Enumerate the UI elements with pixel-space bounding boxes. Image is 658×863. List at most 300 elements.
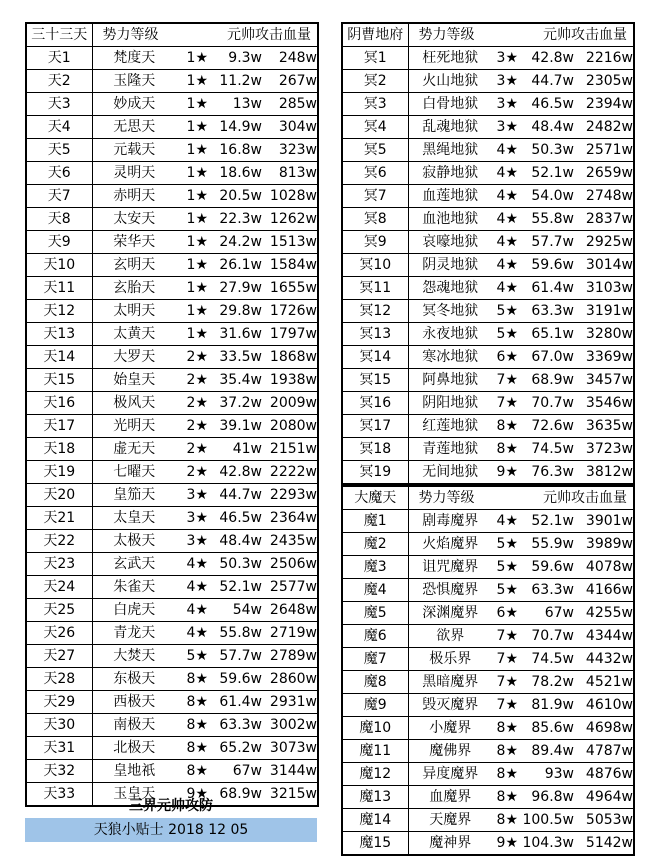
row-level: 8★ [492, 438, 518, 461]
row-name: 始皇天 [92, 369, 176, 392]
row-level: 1★ [176, 93, 208, 116]
row-hp: 1797w [262, 323, 318, 346]
row-attack: 55.8w [518, 208, 574, 231]
row-id: 天25 [26, 599, 92, 622]
row-attack: 59.6w [208, 668, 262, 691]
caption-subtitle: 天狼小贴士 2018 12 05 [25, 818, 317, 842]
row-attack: 63.3w [518, 579, 574, 602]
row-level: 1★ [176, 47, 208, 70]
row-level: 7★ [492, 625, 518, 648]
row-id: 天32 [26, 760, 92, 783]
table-row [26, 415, 318, 438]
row-level: 7★ [492, 648, 518, 671]
row-level: 1★ [176, 300, 208, 323]
row-name: 南极天 [92, 714, 176, 737]
table-header [342, 23, 634, 47]
row-id: 冥17 [342, 415, 408, 438]
table-row [26, 162, 318, 185]
table-row [342, 47, 634, 70]
row-hp: 3215w [269, 786, 317, 802]
row-level: 9★ [496, 835, 518, 851]
row-id: 魔2 [342, 533, 408, 556]
row-level: 2★ [176, 438, 208, 461]
table-row [26, 300, 318, 323]
row-attack: 35.4w [208, 369, 262, 392]
row-hp: 1655w [262, 277, 318, 300]
table-row [342, 461, 634, 485]
row-hp: 3073w [262, 737, 318, 760]
row-name: 玄明天 [92, 254, 176, 277]
table-row [26, 70, 318, 93]
table-row [342, 323, 634, 346]
row-hp: 304w [262, 116, 318, 139]
row-name: 妙成天 [92, 93, 176, 116]
row-attack: 59.6w [518, 254, 574, 277]
row-attack: 67w [518, 602, 574, 625]
row-hp: 2293w [262, 484, 318, 507]
row-id: 天5 [26, 139, 92, 162]
row-name: 异度魔界 [408, 763, 492, 786]
row-name: 火焰魔界 [408, 533, 492, 556]
row-hp: 2925w [574, 231, 634, 254]
row-name: 火山地狱 [408, 70, 492, 93]
row-name: 深渊魔界 [408, 602, 492, 625]
row-name: 剧毒魔界 [408, 510, 492, 533]
row-hp: 813w [262, 162, 318, 185]
row-attack: 18.6w [208, 162, 262, 185]
row-attack: 65.2w [208, 737, 262, 760]
table-row [342, 300, 634, 323]
row-id: 冥9 [342, 231, 408, 254]
row-name: 青莲地狱 [408, 438, 492, 461]
row-attack: 63.3w [518, 300, 574, 323]
row-id: 天4 [26, 116, 92, 139]
table-row [26, 93, 318, 116]
row-attack: 104.3w [522, 835, 574, 851]
row-level: 4★ [176, 599, 208, 622]
row-id: 冥11 [342, 277, 408, 300]
row-level: 4★ [492, 231, 518, 254]
row-hp: 3369w [574, 346, 634, 369]
table-row [342, 533, 634, 556]
row-id: 天18 [26, 438, 92, 461]
header-level: 势力等级 [92, 23, 208, 47]
row-level: 4★ [176, 553, 208, 576]
row-attack: 70.7w [518, 625, 574, 648]
row-level: 6★ [492, 346, 518, 369]
row-level: 4★ [492, 162, 518, 185]
row-level: 3★ [492, 70, 518, 93]
row-name: 青龙天 [92, 622, 176, 645]
row-level: 1★ [176, 277, 208, 300]
row-level: 5★ [492, 579, 518, 602]
row-id: 冥6 [342, 162, 408, 185]
row-attack: 50.3w [208, 553, 262, 576]
row-name: 元载天 [92, 139, 176, 162]
table-row [342, 510, 634, 533]
row-name: 皇笳天 [92, 484, 176, 507]
row-id: 天28 [26, 668, 92, 691]
row-id: 冥1 [342, 47, 408, 70]
row-name: 太黄天 [92, 323, 176, 346]
row-hp: 4344w [574, 625, 634, 648]
caption-title: 三界元帅攻防 [129, 798, 213, 814]
row-attack: 46.5w [208, 507, 262, 530]
row-attack: 54w [208, 599, 262, 622]
row-attack: 78.2w [518, 671, 574, 694]
row-attack: 22.3w [208, 208, 262, 231]
row-hp: 4610w [574, 694, 634, 717]
table-row [342, 116, 634, 139]
row-level: 5★ [492, 556, 518, 579]
row-id: 天12 [26, 300, 92, 323]
row-id: 天11 [26, 277, 92, 300]
row-hp: 2394w [574, 93, 634, 116]
row-level: 7★ [492, 671, 518, 694]
table-row [26, 346, 318, 369]
row-attack: 27.9w [208, 277, 262, 300]
row-level: 2★ [176, 346, 208, 369]
row-id: 魔12 [342, 763, 408, 786]
table-row [26, 507, 318, 530]
row-hp: 2364w [262, 507, 318, 530]
row-hp: 4078w [574, 556, 634, 579]
row-hp: 2216w [574, 47, 634, 70]
row-id: 天7 [26, 185, 92, 208]
row-id: 冥19 [342, 461, 408, 485]
row-name: 诅咒魔界 [408, 556, 492, 579]
row-hp: 3103w [574, 277, 634, 300]
table-row [342, 832, 634, 856]
row-hp: 4876w [574, 763, 634, 786]
row-id: 天2 [26, 70, 92, 93]
row-name: 阴灵地狱 [408, 254, 492, 277]
underworld-table [341, 22, 635, 485]
row-level: 2★ [176, 415, 208, 438]
table-row [26, 668, 318, 691]
row-name: 极风天 [92, 392, 176, 415]
table-row [26, 254, 318, 277]
row-attack: 11.2w [208, 70, 262, 93]
row-id: 天24 [26, 576, 92, 599]
header-area: 阴曹地府 [342, 23, 408, 47]
row-id: 天9 [26, 231, 92, 254]
table-row [26, 208, 318, 231]
row-level: 3★ [176, 530, 208, 553]
row-attack: 48.4w [208, 530, 262, 553]
row-name: 乱魂地狱 [408, 116, 492, 139]
table-row [342, 809, 634, 832]
row-hp: 3812w [585, 464, 633, 480]
row-name: 虚无天 [92, 438, 176, 461]
row-id: 魔15 [342, 832, 408, 856]
table-row [26, 576, 318, 599]
row-id: 天33 [26, 783, 92, 807]
row-level: 3★ [176, 484, 208, 507]
row-hp: 2482w [574, 116, 634, 139]
table-row [342, 602, 634, 625]
row-id: 魔11 [342, 740, 408, 763]
row-attack: 39.1w [208, 415, 262, 438]
row-hp: 1584w [262, 254, 318, 277]
row-id: 冥8 [342, 208, 408, 231]
row-level: 2★ [176, 369, 208, 392]
row-level: 1★ [176, 116, 208, 139]
row-level: 4★ [492, 254, 518, 277]
row-level: 5★ [492, 300, 518, 323]
row-hp: 1028w [262, 185, 318, 208]
table-row [26, 369, 318, 392]
table-row [342, 162, 634, 185]
row-level: 8★ [176, 691, 208, 714]
row-level: 8★ [492, 763, 518, 786]
row-id: 魔5 [342, 602, 408, 625]
table-row [26, 116, 318, 139]
row-id: 天19 [26, 461, 92, 484]
row-attack: 44.7w [518, 70, 574, 93]
heaven-table [25, 22, 319, 807]
row-id: 天30 [26, 714, 92, 737]
row-name: 寒冰地狱 [408, 346, 492, 369]
row-name: 红莲地狱 [408, 415, 492, 438]
row-level: 8★ [492, 809, 518, 832]
row-id: 天10 [26, 254, 92, 277]
row-level: 4★ [492, 510, 518, 533]
row-id: 冥16 [342, 392, 408, 415]
header-level: 势力等级 [408, 23, 518, 47]
row-name: 太安天 [92, 208, 176, 231]
row-attack: 24.2w [208, 231, 262, 254]
row-level: 9★ [496, 464, 518, 480]
row-hp: 1938w [262, 369, 318, 392]
row-name: 极乐界 [408, 648, 492, 671]
row-id: 天20 [26, 484, 92, 507]
row-level: 4★ [492, 208, 518, 231]
table-row [342, 231, 634, 254]
row-attack: 100.5w [518, 809, 574, 832]
row-id: 天3 [26, 93, 92, 116]
table-row [342, 556, 634, 579]
row-name: 恐惧魔界 [408, 579, 492, 602]
table-row [342, 763, 634, 786]
row-id: 冥3 [342, 93, 408, 116]
row-attack: 85.6w [518, 717, 574, 740]
table-row [342, 694, 634, 717]
row-id: 天17 [26, 415, 92, 438]
table-row [26, 139, 318, 162]
row-level: 8★ [176, 760, 208, 783]
row-hp: 3014w [574, 254, 634, 277]
table-row [342, 671, 634, 694]
row-level: 3★ [492, 93, 518, 116]
row-attack: 9.3w [208, 47, 262, 70]
table-row [26, 737, 318, 760]
row-name: 冥冬地狱 [408, 300, 492, 323]
row-hp: 2837w [574, 208, 634, 231]
row-id: 冥7 [342, 185, 408, 208]
table-row [342, 208, 634, 231]
row-attack: 16.8w [208, 139, 262, 162]
row-level: 7★ [492, 694, 518, 717]
row-level: 4★ [492, 277, 518, 300]
row-hp: 3002w [262, 714, 318, 737]
row-attack: 74.5w [518, 648, 574, 671]
row-name: 大罗天 [92, 346, 176, 369]
row-name: 灵明天 [92, 162, 176, 185]
row-hp: 4698w [574, 717, 634, 740]
row-id: 冥2 [342, 70, 408, 93]
row-level: 7★ [492, 392, 518, 415]
row-name: 血莲地狱 [408, 185, 492, 208]
row-name: 小魔界 [408, 717, 492, 740]
row-attack: 33.5w [208, 346, 262, 369]
row-name: 白虎天 [92, 599, 176, 622]
row-name: 血池地狱 [408, 208, 492, 231]
row-level: 4★ [176, 622, 208, 645]
row-hp: 1726w [262, 300, 318, 323]
row-id: 魔14 [342, 809, 408, 832]
table-row [342, 786, 634, 809]
header-stats: 元帅攻击血量 [518, 23, 634, 47]
table-row [26, 714, 318, 737]
row-attack: 42.8w [518, 47, 574, 70]
row-id: 魔1 [342, 510, 408, 533]
row-name: 赤明天 [92, 185, 176, 208]
row-attack: 55.8w [208, 622, 262, 645]
row-name: 血魔界 [408, 786, 492, 809]
row-attack: 52.1w [208, 576, 262, 599]
row-hp: 2506w [262, 553, 318, 576]
table-row [342, 392, 634, 415]
row-hp: 2577w [262, 576, 318, 599]
row-id: 魔8 [342, 671, 408, 694]
row-attack: 52.1w [518, 162, 574, 185]
row-id: 天6 [26, 162, 92, 185]
row-id: 魔3 [342, 556, 408, 579]
table-row [342, 579, 634, 602]
row-name: 玄武天 [92, 553, 176, 576]
row-id: 天29 [26, 691, 92, 714]
row-level: 8★ [176, 668, 208, 691]
row-level: 5★ [492, 323, 518, 346]
row-name: 毁灭魔界 [408, 694, 492, 717]
row-attack: 26.1w [208, 254, 262, 277]
row-attack: 13w [208, 93, 262, 116]
table-row [342, 438, 634, 461]
row-level: 4★ [492, 139, 518, 162]
row-name: 光明天 [92, 415, 176, 438]
row-id: 天8 [26, 208, 92, 231]
row-id: 魔13 [342, 786, 408, 809]
row-level: 3★ [492, 47, 518, 70]
row-level: 2★ [176, 461, 208, 484]
row-hp: 3457w [574, 369, 634, 392]
row-hp: 4787w [574, 740, 634, 763]
row-hp: 2789w [262, 645, 318, 668]
row-id: 天16 [26, 392, 92, 415]
row-hp: 3723w [574, 438, 634, 461]
row-id: 魔7 [342, 648, 408, 671]
row-hp: 267w [262, 70, 318, 93]
row-id: 冥13 [342, 323, 408, 346]
row-name: 阴阳地狱 [408, 392, 492, 415]
row-hp: 5142w [585, 835, 633, 851]
row-hp: 323w [262, 139, 318, 162]
row-name: 玄胎天 [92, 277, 176, 300]
table-row [26, 438, 318, 461]
row-attack: 42.8w [208, 461, 262, 484]
row-attack: 93w [518, 763, 574, 786]
row-name: 玉皇天 [113, 786, 156, 802]
row-name: 哀嚎地狱 [408, 231, 492, 254]
row-name: 黑暗魔界 [408, 671, 492, 694]
row-hp: 2222w [262, 461, 318, 484]
row-attack: 70.7w [518, 392, 574, 415]
row-level: 1★ [176, 231, 208, 254]
table-row [26, 392, 318, 415]
table-row [26, 484, 318, 507]
row-level: 1★ [176, 70, 208, 93]
row-id: 天15 [26, 369, 92, 392]
row-hp: 2305w [574, 70, 634, 93]
row-id: 天23 [26, 553, 92, 576]
row-name: 枉死地狱 [408, 47, 492, 70]
row-hp: 5053w [574, 809, 634, 832]
row-id: 天26 [26, 622, 92, 645]
row-name: 永夜地狱 [408, 323, 492, 346]
table-row [26, 323, 318, 346]
table-row [26, 622, 318, 645]
row-attack: 63.3w [208, 714, 262, 737]
row-hp: 3635w [574, 415, 634, 438]
table-row [342, 185, 634, 208]
row-name: 梵度天 [92, 47, 176, 70]
row-attack: 14.9w [208, 116, 262, 139]
row-id: 冥10 [342, 254, 408, 277]
row-id: 天27 [26, 645, 92, 668]
row-level: 4★ [176, 576, 208, 599]
demon-table [341, 485, 635, 856]
row-attack: 96.8w [518, 786, 574, 809]
table-row [342, 139, 634, 162]
row-name: 怨魂地狱 [408, 277, 492, 300]
row-hp: 3280w [574, 323, 634, 346]
row-name: 太皇天 [92, 507, 176, 530]
row-level: 1★ [176, 208, 208, 231]
row-id: 冥5 [342, 139, 408, 162]
row-hp: 2571w [574, 139, 634, 162]
table-row [26, 185, 318, 208]
row-level: 3★ [492, 116, 518, 139]
row-attack: 37.2w [208, 392, 262, 415]
row-hp: 285w [262, 93, 318, 116]
row-name: 朱雀天 [92, 576, 176, 599]
row-id: 冥18 [342, 438, 408, 461]
row-attack: 48.4w [518, 116, 574, 139]
row-hp: 1513w [262, 231, 318, 254]
row-id: 天21 [26, 507, 92, 530]
table-row [26, 231, 318, 254]
row-level: 1★ [176, 162, 208, 185]
row-name: 西极天 [92, 691, 176, 714]
row-level: 9★ [186, 786, 208, 802]
row-id: 魔10 [342, 717, 408, 740]
row-attack: 44.7w [208, 484, 262, 507]
row-attack: 72.6w [518, 415, 574, 438]
row-attack: 76.3w [531, 464, 574, 480]
row-name: 黑绳地狱 [408, 139, 492, 162]
row-hp: 3901w [574, 510, 634, 533]
